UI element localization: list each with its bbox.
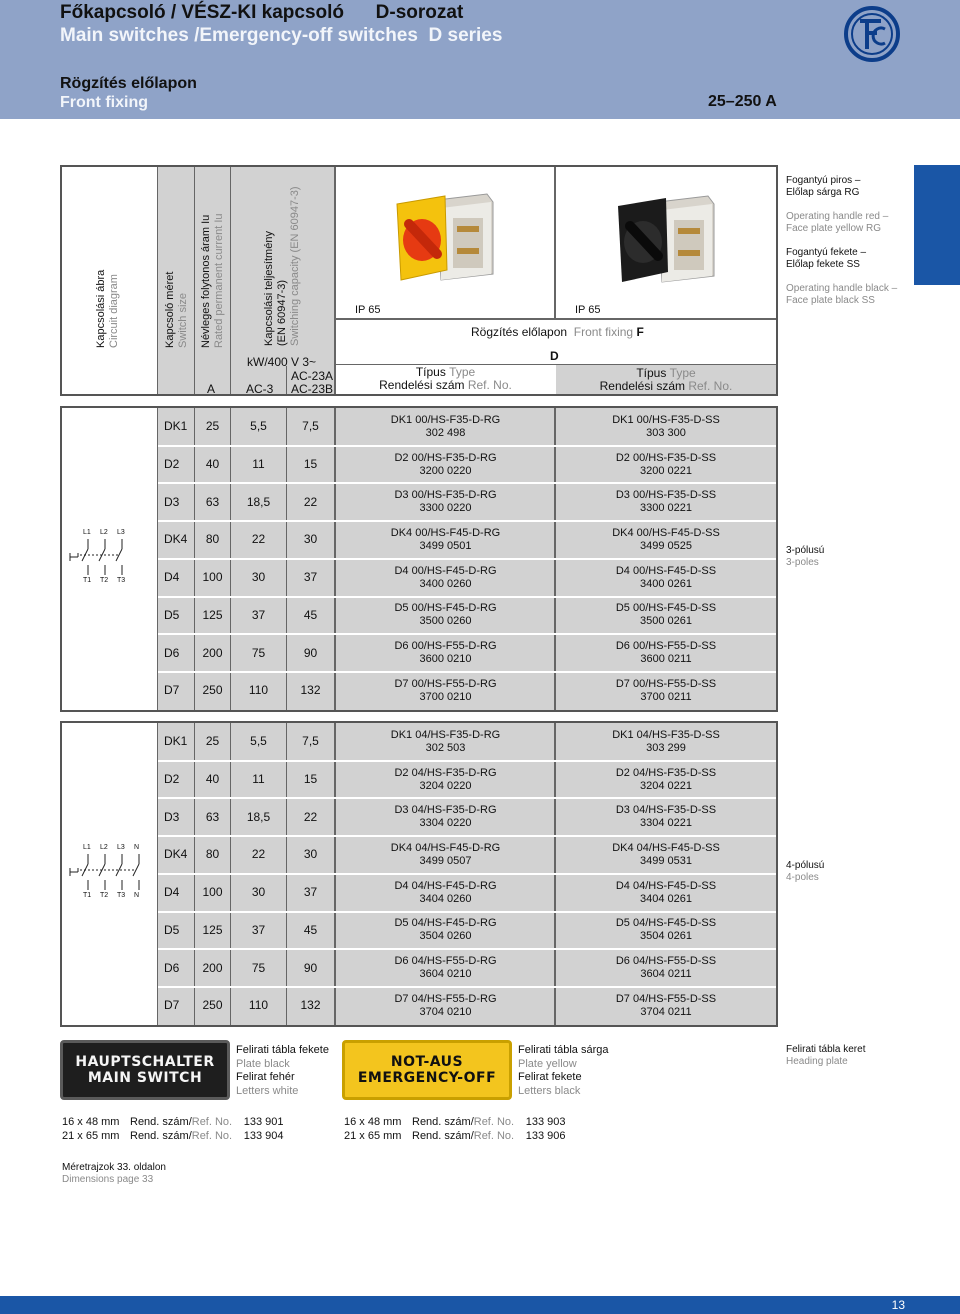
plate-yellow-refs	[344, 1116, 566, 1143]
ref-size: 21 x 65 mm	[62, 1129, 120, 1142]
cell-ac23: 132	[300, 683, 321, 698]
ref-line	[344, 1116, 566, 1130]
cell-a: 250	[202, 683, 223, 698]
cell-ss	[556, 912, 776, 950]
ss-ref: 3499 0525	[640, 539, 692, 552]
diagram-terminal-bottom: T2	[100, 891, 109, 899]
ref-number: 133 901	[243, 1116, 284, 1128]
ref-size: 21 x 65 mm	[344, 1129, 402, 1142]
cell-size: DK1	[164, 734, 188, 749]
plate-black-refs	[62, 1116, 284, 1143]
cell-ac3: 37	[251, 922, 266, 937]
cell-ac3: 5,5	[250, 419, 267, 434]
current-unit: A	[207, 382, 216, 396]
switch-image-red-yellow	[395, 188, 500, 288]
cell-ss	[556, 949, 776, 987]
cell-rg	[336, 521, 555, 559]
cell-rg	[336, 949, 555, 987]
page-number: 13	[891, 1298, 905, 1312]
rg-ref: 3204 0220	[419, 779, 472, 792]
diagram-terminal-top: L1	[83, 843, 91, 851]
ss-type: D7 00/HS-F55-D-SS	[615, 677, 717, 690]
company-logo-icon	[843, 5, 901, 63]
ss-type: D3 04/HS-F35-D-SS	[615, 804, 717, 817]
cell-ac3: 30	[251, 570, 266, 585]
switch-image-black	[616, 190, 721, 288]
rg-ref: 3704 0210	[419, 1005, 472, 1018]
ss-type: DK1 04/HS-F35-D-SS	[612, 728, 720, 741]
type-ref-header-ss: Típus Type Rendelési szám Ref. No.	[599, 366, 733, 393]
dimensions-note: Méretrajzok 33. oldalon Dimensions page 33	[62, 1162, 166, 1185]
rg-ref: 3499 0507	[419, 854, 472, 867]
ref-number: 133 906	[525, 1129, 566, 1142]
cell-a: 80	[205, 532, 220, 547]
rg-type: D3 00/HS-F35-D-RG	[394, 489, 497, 502]
ac23a-label: AC-23A	[291, 369, 334, 383]
cell-rg	[336, 761, 555, 799]
cell-a: 80	[205, 847, 220, 862]
cell-ac23: 15	[303, 457, 318, 472]
cell-size: D6	[164, 645, 180, 660]
diagram-terminal-top: N	[134, 843, 140, 851]
cell-a: 63	[205, 494, 220, 509]
ss-type: D4 00/HS-F45-D-SS	[615, 564, 717, 577]
ref-label-hu: Rend. szám/	[130, 1116, 192, 1128]
cell-rg	[336, 672, 555, 710]
cell-ac3: 5,5	[250, 734, 267, 749]
cell-ss	[556, 987, 776, 1025]
diagram-terminal-bottom: T2	[100, 576, 109, 584]
cell-a: 25	[205, 734, 220, 749]
cell-size: D7	[164, 998, 180, 1013]
rg-ref: 3700 0210	[419, 690, 472, 703]
ref-size: 16 x 48 mm	[344, 1116, 402, 1128]
cell-a: 250	[202, 998, 223, 1013]
ss-type: D2 00/HS-F35-D-SS	[615, 451, 717, 464]
cell-rg	[336, 836, 555, 874]
rg-type: DK4 00/HS-F45-D-RG	[390, 526, 501, 539]
ref-label-en: Ref. No.	[473, 1129, 515, 1142]
cell-ss	[556, 761, 776, 799]
cell-ac23: 37	[303, 885, 318, 900]
ss-type: DK1 00/HS-F35-D-SS	[612, 413, 720, 426]
rg-type: D7 00/HS-F55-D-RG	[394, 677, 497, 690]
cell-size: DK1	[164, 419, 188, 434]
current-range: 25–250 A	[708, 93, 777, 110]
plate-yellow-line2: EMERGENCY-OFF	[357, 1070, 497, 1086]
cell-ac3: 18,5	[246, 494, 271, 509]
rg-ref: 3500 0260	[419, 615, 472, 628]
cell-rg	[336, 559, 555, 597]
cell-size: D6	[164, 960, 180, 975]
ss-ref: 3600 0211	[640, 653, 692, 666]
cell-ac3: 22	[251, 847, 266, 862]
section-tab	[914, 165, 960, 285]
cell-size: D3	[164, 494, 180, 509]
cell-ss	[556, 521, 776, 559]
rg-type: D6 04/HS-F55-D-RG	[394, 955, 497, 968]
diagram-terminal-top: L3	[117, 843, 125, 851]
ref-line	[344, 1130, 566, 1144]
heading-plate-label: Felirati tábla keret Heading plate	[786, 1044, 866, 1067]
switching-capacity-label: Kapcsolási teljesítmény (EN 60947-3) Switching capacity (EN 60947-3)	[263, 186, 301, 346]
ss-type: D6 00/HS-F55-D-SS	[615, 640, 717, 653]
cell-rg	[336, 987, 555, 1025]
ref-line	[62, 1130, 284, 1144]
cell-size: D4	[164, 885, 180, 900]
cell-rg	[336, 723, 555, 761]
cell-ss	[556, 597, 776, 635]
rg-type: D4 04/HS-F45-D-RG	[394, 879, 497, 892]
cell-ss	[556, 634, 776, 672]
rg-type: DK1 00/HS-F35-D-RG	[390, 413, 501, 426]
ref-label-en: Ref. No.	[473, 1116, 515, 1128]
ip-rating-left: IP 65	[355, 304, 381, 316]
plate-yellow-desc: Felirati tábla sárga Plate yellow Felirat fekete Letters black	[518, 1044, 609, 1097]
cell-a: 125	[202, 607, 223, 622]
rg-ref: 3400 0260	[419, 577, 472, 590]
diagram-terminal-top: L1	[83, 528, 91, 536]
cell-ss	[556, 408, 776, 446]
cell-a: 100	[202, 570, 223, 585]
ss-type: D7 04/HS-F55-D-SS	[615, 992, 717, 1005]
plate-yellow	[342, 1040, 512, 1100]
rg-ref: 3404 0260	[419, 892, 472, 905]
cell-size: D7	[164, 683, 180, 698]
legend-ss-hu: Fogantyú fekete – Előlap fekete SS	[786, 247, 867, 270]
ss-ref: 303 300	[646, 426, 686, 439]
rg-type: D2 00/HS-F35-D-RG	[394, 451, 497, 464]
rg-ref: 3300 0220	[419, 502, 472, 515]
diagram-terminal-bottom: N	[134, 891, 140, 899]
ss-type: D4 04/HS-F45-D-SS	[615, 879, 717, 892]
rated-current-label: Névleges folytonos áram Iu Rated permanent current Iu	[200, 213, 225, 348]
cell-ac23: 132	[300, 998, 321, 1013]
ss-type: D2 04/HS-F35-D-SS	[615, 766, 717, 779]
cell-rg	[336, 446, 555, 484]
diagram-terminal-bottom: T1	[83, 891, 92, 899]
cell-ss	[556, 483, 776, 521]
rg-ref: 3504 0260	[419, 930, 472, 943]
cell-a: 40	[205, 772, 220, 787]
cell-ss	[556, 446, 776, 484]
cell-rg	[336, 912, 555, 950]
legend-rg-hu: Fogantyú piros – Előlap sárga RG	[786, 175, 861, 198]
cell-rg	[336, 874, 555, 912]
cell-ac3: 75	[251, 960, 266, 975]
front-fixing-label: Rögzítés előlapon Front fixing F	[471, 325, 644, 339]
cell-a: 100	[202, 885, 223, 900]
ref-label-hu: Rend. szám/	[412, 1116, 474, 1128]
type-ref-header-rg: Típus Type Rendelési szám Ref. No.	[379, 365, 512, 392]
ss-type: D6 04/HS-F55-D-SS	[615, 955, 717, 968]
diagram-terminal-top: L3	[117, 528, 125, 536]
cell-ac23: 90	[303, 960, 318, 975]
rg-type: D6 00/HS-F55-D-RG	[394, 640, 497, 653]
cell-ac3: 22	[251, 532, 266, 547]
legend-ss-en: Operating handle black – Face plate black SS	[786, 283, 898, 306]
cell-a: 200	[202, 960, 223, 975]
title-hu: Főkapcsoló / VÉSZ-KI kapcsoló D-sorozat	[60, 2, 464, 23]
ss-ref: 3499 0531	[640, 854, 692, 867]
cell-rg	[336, 634, 555, 672]
cell-a: 125	[202, 922, 223, 937]
ref-label-hu: Rend. szám/	[412, 1129, 474, 1142]
cell-ac23: 45	[303, 607, 318, 622]
cell-ac3: 110	[248, 998, 269, 1013]
diagram-terminal-bottom: T3	[117, 576, 126, 584]
title-en: Main switches /Emergency-off switches D series	[60, 25, 503, 46]
plate-black-desc: Felirati tábla fekete Plate black Felirat fehér Letters white	[236, 1044, 329, 1097]
cell-rg	[336, 408, 555, 446]
poles-label-3: 3-pólusú 3-poles	[786, 545, 825, 568]
cell-a: 200	[202, 645, 223, 660]
cell-ss	[556, 798, 776, 836]
cell-ac3: 75	[251, 645, 266, 660]
ss-type: D5 04/HS-F45-D-SS	[615, 917, 717, 930]
ref-label-hu: Rend. szám/	[130, 1129, 192, 1142]
footer-band	[0, 1296, 960, 1314]
subtitle-hu: Rögzítés előlapon	[60, 75, 197, 92]
ss-ref: 3604 0211	[640, 968, 692, 981]
diagram-terminal-bottom: T3	[117, 891, 126, 899]
circuit-diagram-label: Kapcsolási ábra Circuit diagram	[95, 269, 120, 348]
cell-size: D5	[164, 922, 180, 937]
ss-type: D3 00/HS-F35-D-SS	[615, 489, 717, 502]
rg-type: D5 04/HS-F45-D-RG	[394, 917, 497, 930]
rg-ref: 3200 0220	[419, 464, 472, 477]
ref-label-en: Ref. No.	[191, 1129, 233, 1142]
cell-ac23: 45	[303, 922, 318, 937]
ss-type: DK4 04/HS-F45-D-SS	[612, 841, 720, 854]
rg-ref: 3600 0210	[419, 653, 472, 666]
ref-line	[62, 1116, 284, 1130]
ref-number: 133 903	[525, 1116, 566, 1128]
rg-ref: 3499 0501	[419, 539, 472, 552]
cell-ac3: 18,5	[246, 809, 271, 824]
cell-size: D3	[164, 809, 180, 824]
ss-ref: 3504 0261	[640, 930, 692, 943]
cell-ac3: 11	[252, 457, 265, 472]
ss-ref: 3204 0221	[640, 779, 692, 792]
cell-size: D5	[164, 607, 180, 622]
ac3-label: AC-3	[246, 382, 274, 396]
cell-ac23: 22	[303, 809, 318, 824]
cell-size: DK4	[164, 532, 188, 547]
plate-black-line1: HAUPTSCHALTER	[75, 1054, 215, 1070]
rg-ref: 3604 0210	[419, 968, 472, 981]
ss-ref: 3500 0261	[640, 615, 692, 628]
cell-ac23: 30	[303, 847, 318, 862]
rg-type: D4 00/HS-F45-D-RG	[394, 564, 497, 577]
ac23b-label: AC-23B	[291, 382, 334, 396]
rg-type: DK1 04/HS-F35-D-RG	[390, 728, 501, 741]
cell-size: D4	[164, 570, 180, 585]
poles-label-4: 4-pólusú 4-poles	[786, 860, 825, 883]
cell-ss	[556, 836, 776, 874]
ss-type: D5 00/HS-F45-D-SS	[615, 602, 717, 615]
cell-size: D2	[164, 457, 180, 472]
cell-ac23: 15	[303, 772, 318, 787]
cell-ac3: 37	[251, 607, 266, 622]
ss-ref: 303 299	[646, 741, 686, 754]
rg-type: D2 04/HS-F35-D-RG	[394, 766, 497, 779]
diagram-terminal-top: L2	[100, 528, 108, 536]
cell-ac23: 30	[303, 532, 318, 547]
plate-yellow-line1: NOT-AUS	[390, 1054, 464, 1070]
switch-size-label: Kapcsoló méret Switch size	[164, 271, 189, 348]
ref-number: 133 904	[243, 1129, 284, 1142]
cell-ss	[556, 723, 776, 761]
rg-type: D7 04/HS-F55-D-RG	[394, 992, 497, 1005]
cell-ac23: 7,5	[302, 734, 319, 749]
cell-a: 40	[205, 457, 220, 472]
subtitle-en: Front fixing	[60, 94, 148, 111]
ref-label-en: Ref. No.	[191, 1116, 233, 1128]
cell-ss	[556, 672, 776, 710]
ss-ref: 3700 0211	[640, 690, 692, 703]
ss-ref: 3404 0261	[640, 892, 692, 905]
cell-rg	[336, 597, 555, 635]
diagram-terminal-top: L2	[100, 843, 108, 851]
cell-ac23: 7,5	[302, 419, 319, 434]
ss-type: DK4 00/HS-F45-D-SS	[612, 526, 720, 539]
cell-ac23: 37	[303, 570, 318, 585]
ss-ref: 3400 0261	[640, 577, 692, 590]
cell-size: DK4	[164, 847, 188, 862]
cell-size: D2	[164, 772, 180, 787]
cell-rg	[336, 798, 555, 836]
ss-ref: 3300 0221	[640, 502, 692, 515]
ip-rating-right: IP 65	[575, 304, 601, 316]
cell-rg	[336, 483, 555, 521]
plate-black	[60, 1040, 230, 1100]
rg-type: DK4 04/HS-F45-D-RG	[390, 841, 501, 854]
cell-ss	[556, 874, 776, 912]
rg-type: D5 00/HS-F45-D-RG	[394, 602, 497, 615]
rg-ref: 302 498	[425, 426, 466, 439]
rg-ref: 3304 0220	[419, 817, 472, 830]
cell-a: 25	[205, 419, 220, 434]
ref-size: 16 x 48 mm	[62, 1116, 120, 1128]
header-band	[0, 0, 960, 119]
cell-ac3: 30	[251, 885, 266, 900]
cell-ac23: 90	[303, 645, 318, 660]
ss-ref: 3304 0221	[640, 817, 692, 830]
kw-label: kW/400 V 3~	[247, 355, 317, 369]
rg-ref: 302 503	[425, 741, 466, 754]
ss-ref: 3704 0211	[640, 1005, 692, 1018]
diagram-terminal-bottom: T1	[83, 576, 92, 584]
ss-ref: 3200 0221	[640, 464, 692, 477]
cell-ac23: 22	[303, 494, 318, 509]
plate-black-line2: MAIN SWITCH	[87, 1070, 203, 1086]
cell-ss	[556, 559, 776, 597]
cell-ac3: 11	[252, 772, 265, 787]
cell-a: 63	[205, 809, 220, 824]
d-series-code: D	[550, 349, 559, 363]
rg-type: D3 04/HS-F35-D-RG	[394, 804, 497, 817]
legend-rg-en: Operating handle red – Face plate yellow RG	[786, 211, 889, 234]
cell-ac3: 110	[248, 683, 269, 698]
